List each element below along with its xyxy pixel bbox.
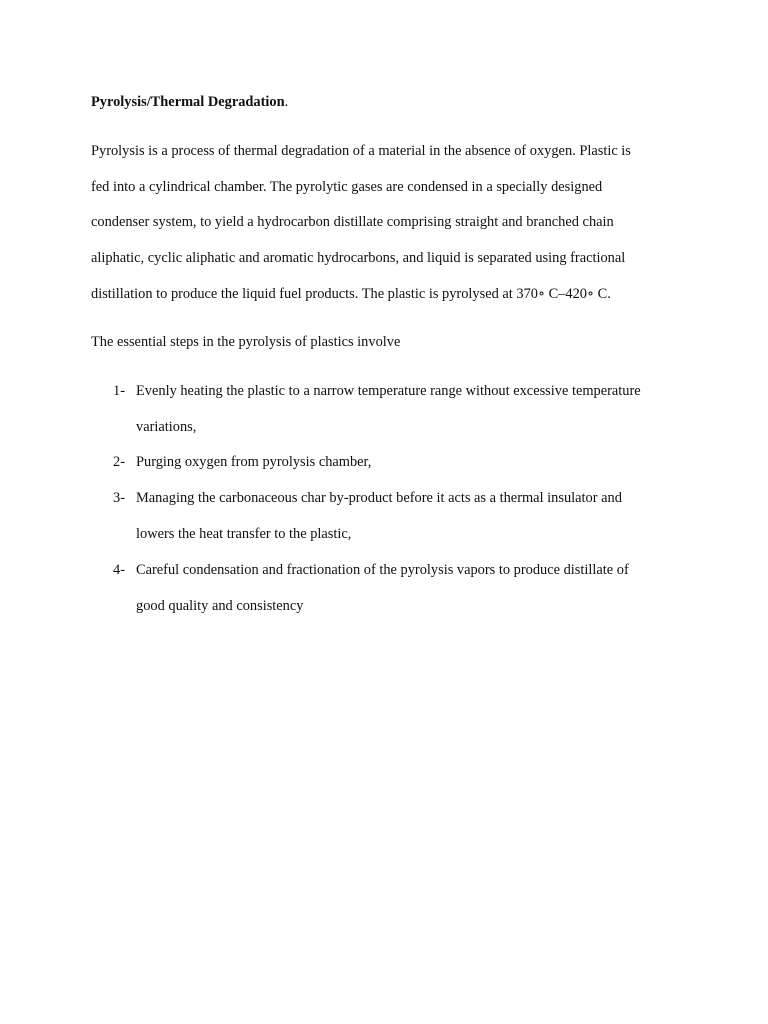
- intro-line-1: Pyrolysis is a process of thermal degradation of a material in the absence of oxygen. Plastic is: [91, 143, 631, 159]
- step-number: 1-: [113, 383, 125, 399]
- step-number: 3-: [113, 490, 125, 506]
- step-text-line: variations,: [136, 419, 197, 435]
- section-heading: [91, 92, 288, 112]
- step-number: 2-: [113, 454, 125, 470]
- section-heading-punct: .: [284, 94, 289, 110]
- step-number: 4-: [113, 562, 125, 578]
- intro-line-5: distillation to produce the liquid fuel products. The plastic is pyrolysed at 370∘ C–420∘ C.: [91, 286, 611, 302]
- section-heading-title: Pyrolysis/Thermal Degradation: [91, 94, 285, 110]
- intro-line-4: aliphatic, cyclic aliphatic and aromatic hydrocarbons, and liquid is separated using fractional: [91, 250, 626, 266]
- intro-line-2: fed into a cylindrical chamber. The pyrolytic gases are condensed in a specially designed: [91, 179, 603, 195]
- intro-line-3: condenser system, to yield a hydrocarbon distillate comprising straight and branched chain: [91, 214, 614, 230]
- step-text-line: lowers the heat transfer to the plastic,: [136, 526, 352, 542]
- step-text-line: good quality and consistency: [136, 598, 304, 614]
- step-text-line: Managing the carbonaceous char by-product before it acts as a thermal insulator and: [136, 490, 622, 506]
- step-text-line: Evenly heating the plastic to a narrow temperature range without excessive temperature: [136, 383, 641, 399]
- steps-intro: The essential steps in the pyrolysis of plastics involve: [91, 334, 401, 350]
- step-text-line: Careful condensation and fractionation of the pyrolysis vapors to produce distillate of: [136, 562, 629, 578]
- step-text-line: Purging oxygen from pyrolysis chamber,: [136, 454, 372, 470]
